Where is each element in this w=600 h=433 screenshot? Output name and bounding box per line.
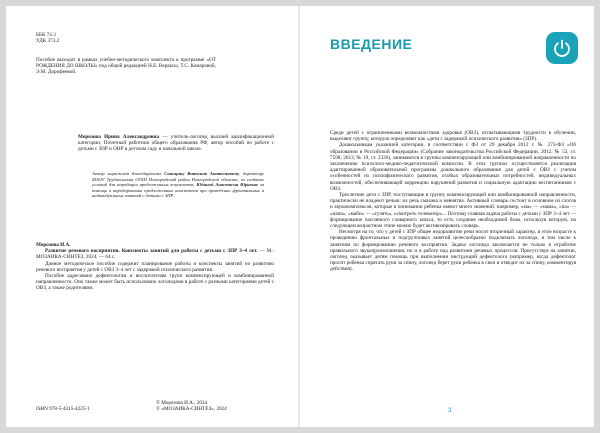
copyright-block — [156, 400, 227, 412]
page-number: 3 — [448, 408, 452, 414]
intro-paragraph-1: Среди детей с ограниченными возможностями здоровья (ОВЗ), испытывающими трудности в обучении, выделяют группу, которую определяют как «дети с задержкой психического развития» (ЗПР). — [330, 130, 576, 143]
ack-post: за помощь в апробировании предложенных конспектов при проведении фронтальных и индивидуальных занятий с детьми с ЗПР. — [92, 182, 264, 198]
power-icon — [546, 32, 578, 64]
intro-paragraph-2: Дошкольникам указанной категории, в соответствии с ФЗ от 29 декабря 2012 г. № 273-ФЗ «Об образовании в Российской Федерации» (Собрание законодательства Российской Федерации, 2012, № 53, ст. 7598; 2013, № 19, ст. 2326), занимаются в группы компенсирующей или комбинированной направленности по заключению психолого-медико-педагогической комиссии. В этих группах осуществляется реализация адаптированной образовательной программы дошкольного образования для детей с ОВЗ с учетом особенностей их психофизического развития, особых образовательных потребностей, индивидуальных возможностей, обеспечивающей коррекцию нарушений развития и социальную адаптацию воспитанников с ОВЗ. — [330, 142, 576, 192]
author-bio-text: — учитель-логопед высшей квалификационной категории, Почетный работник общего образования РФ, автор пособий по работе с детьми с ЗПР и ОНР в детском саду и начальной школе. — [78, 134, 274, 153]
classification-codes — [36, 32, 156, 44]
bibliographic-record — [36, 242, 274, 292]
ack-name-2: Юдиной Анастасии Юрьевне — [196, 182, 259, 187]
biblio-publisher: — М.: МОЗАИКА-СИНТЕЗ, 2024. — 64 с. — [36, 248, 274, 261]
chapter-banner — [330, 28, 578, 86]
acknowledgement — [92, 171, 264, 199]
right-page — [300, 6, 594, 427]
ack-name-1: Саницину Виталию Анатольевичу — [164, 171, 240, 176]
ack-pre: Автор выражает благодарность — [92, 171, 165, 176]
intro-paragraph-4: Несмотря на то, что у детей с ЗПР общее недоразвитие речи носит вторичный характер, в этом возрасте к проведению фронтальных и подгрупповых занятий целесообразно подключать логопеда, в том числе к занятиям по формированию речевого восприятия. Задача логопеда заключается не только в отработке правильного звукопроизношения, но и в работе над развитием речевых процессов. Присутствуя на занятии, логопед оказывает детям помощь при выполнении инструкций дефектолога (например, когда дефектолог просит ребенка спрятать руки за спину, логопед берет руки ребенка в свои и отводит их за спину, комментируя действия). — [330, 229, 576, 273]
author-name: Морозова Ирина Александровна — [78, 134, 160, 140]
biblio-author: Морозова И.А. — [36, 242, 71, 248]
intro-paragraph-3: Трехлетние дети с ЗПР, поступающие в группу компенсирующей или комбинированной направленности, практически не владеют речью: их речь смазана и невнятна. Активный словарь состоит в основном из слогов и звукокомплексов, которые в понимании ребенка имеют много значений: например, «ма» — «мама», «па» — «папа»; «мабн» — «гулять», «смотреть телевизор»... Поэтому главная задача работы с детьми с ЗПР 3–4 лет — формирование пассивного словарного запаса, то есть создание необходимой базы, используя которую, на следующем возрастном этапе можно будет активизировать словарь. — [330, 192, 576, 230]
copyright-author: © Морозова И.А., 2024 — [156, 400, 208, 406]
left-page — [6, 6, 298, 427]
ack-mid: , директору МАОУ Трубичинская ООШ Новгородский район Новгородской области, за создание условий для апробации предложенных конспектов; — [92, 171, 264, 187]
biblio-title-line — [36, 248, 274, 260]
author-bio — [78, 134, 274, 153]
chapter-heading: ВВЕДЕНИЕ — [330, 36, 413, 52]
introduction-body — [330, 130, 576, 273]
series-note: Пособие выходит в рамках учебно-методического комплекта к программе «ОТ РОЖДЕНИЯ ДО ШКОЛЫ» под общей редакцией Н.Е. Вераксы, Т.С. Комаровой, Э.М. Дорофеевой. — [36, 57, 216, 76]
biblio-audience: Пособие адресовано дефектологам и воспитателям групп компенсирующей и комбинированной направленности. Оно также может быть использовано логопедами в работе с разными категориями детей с ОВЗ, а также родителями. — [36, 273, 274, 292]
biblio-title: Развитие речевого восприятия. Конспекты занятий для работы с детьми с ЗПР 3–4 лет. — [45, 248, 258, 255]
copyright-publisher: © «МОЗАИКА-СИНТЕЗ», 2024 — [156, 406, 227, 413]
biblio-summary: Данное методическое пособие содержит планирование работы и конспекты занятий по развитию речевого восприятия у детей с ОВЗ 3–4 лет с задержкой психического развития. — [36, 260, 274, 273]
udk-code: УДК 373.2 — [36, 38, 60, 45]
bbk-code: ББК 74.3 — [36, 32, 56, 38]
isbn: ISBN 978-5-4315-4225-1 — [36, 406, 90, 412]
